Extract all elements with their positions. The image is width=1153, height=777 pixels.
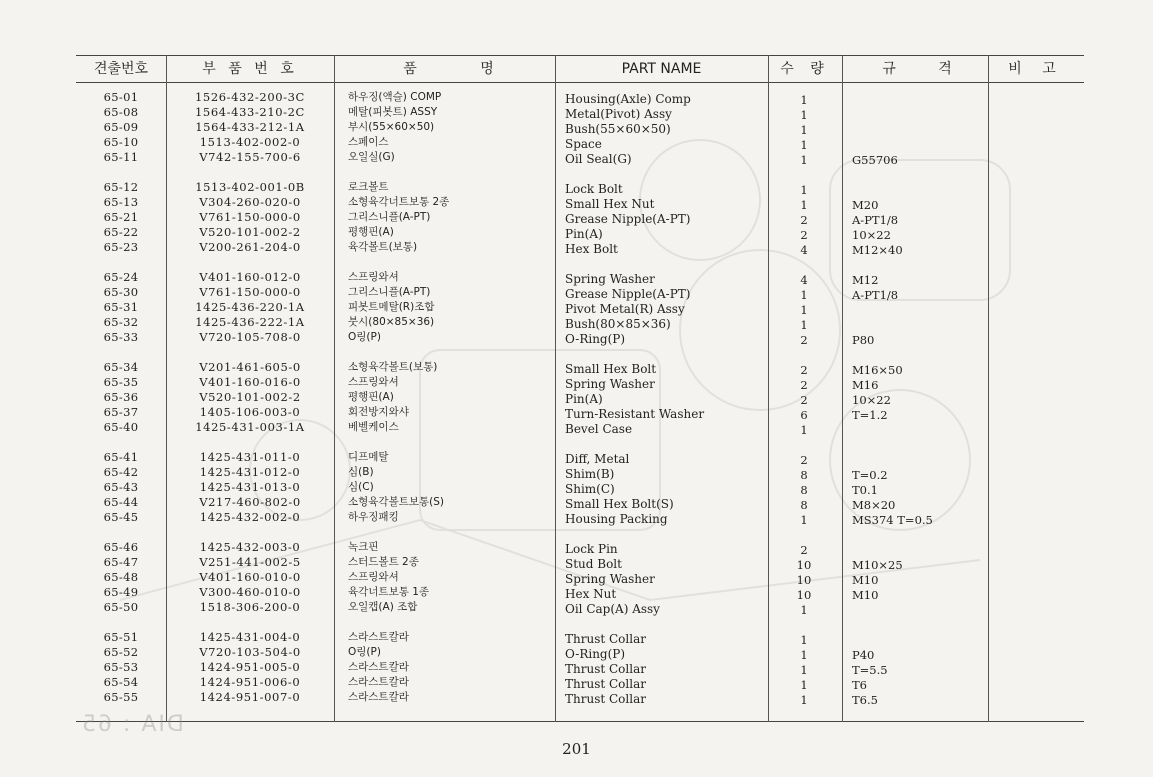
part-name-cell: Grease Nipple(A-PT) [565, 287, 691, 301]
quantity-cell: 6 [800, 408, 808, 422]
quantity-cell: 1 [800, 648, 808, 662]
part-name-cell: Bush(80×85×36) [565, 317, 671, 331]
part-name-cell: Spring Washer [565, 377, 655, 391]
col-divider [166, 55, 167, 722]
part-name-cell: Pin(A) [565, 392, 603, 406]
part-number-cell: 1425-432-003-0 [199, 540, 301, 554]
part-number-cell: V200-261-204-0 [199, 240, 301, 254]
korean-name-cell: 스프링와셔 [348, 376, 399, 388]
part-name-cell: Turn-Resistant Washer [565, 407, 705, 421]
spec-cell: M12×40 [852, 243, 903, 257]
part-number-cell: V401-160-010-0 [199, 570, 301, 584]
code-cell: 65-31 [103, 300, 139, 314]
spec-cell: 10×22 [852, 393, 891, 407]
header-spec-left: 규 [882, 61, 896, 77]
col-divider [334, 55, 335, 722]
code-cell: 65-22 [103, 225, 139, 239]
part-name-cell: Space [565, 137, 602, 151]
part-name-cell: Bevel Case [565, 422, 633, 436]
korean-name-cell: 그리스니플(A-PT) [348, 211, 431, 223]
part-number-cell: V251-441-002-5 [199, 555, 301, 569]
code-cell: 65-32 [103, 315, 139, 329]
part-number-cell: V304-260-020-0 [199, 195, 301, 209]
part-name-cell: Lock Pin [565, 542, 618, 556]
col-divider [555, 55, 556, 722]
korean-name-cell: 심(B) [348, 466, 374, 478]
part-number-cell: V720-105-708-0 [199, 330, 301, 344]
part-number-cell: 1564-433-210-2C [195, 105, 305, 119]
code-cell: 65-51 [103, 630, 139, 644]
quantity-cell: 1 [800, 318, 808, 332]
quantity-cell: 1 [800, 93, 808, 107]
korean-name-cell: 스라스트칼라 [348, 661, 409, 673]
korean-name-cell: 스프링와셔 [348, 571, 399, 583]
col-divider [842, 55, 843, 722]
quantity-cell: 2 [800, 453, 808, 467]
code-cell: 65-50 [103, 600, 139, 614]
header-part-name: PART NAME [621, 61, 702, 77]
quantity-cell: 2 [800, 363, 808, 377]
spec-cell: A-PT1/8 [852, 288, 899, 302]
spec-cell: M10 [852, 588, 879, 602]
code-cell: 65-54 [103, 675, 139, 689]
quantity-cell: 10 [796, 588, 812, 602]
code-cell: 65-08 [103, 105, 139, 119]
code-cell: 65-44 [103, 495, 139, 509]
spec-cell: 10×22 [852, 228, 891, 242]
korean-name-cell: 소형육각볼트보통(S) [348, 496, 445, 508]
korean-name-cell: 스라스트칼라 [348, 676, 409, 688]
part-number-cell: 1425-431-012-0 [199, 465, 301, 479]
korean-name-cell: 소형육각너트보통 2종 [348, 196, 450, 208]
part-name-cell: Hex Nut [565, 587, 617, 601]
part-name-cell: Diff, Metal [565, 452, 630, 466]
spec-cell: T=1.2 [852, 408, 888, 422]
part-name-cell: Hex Bolt [565, 242, 618, 256]
part-number-cell: V201-461-605-0 [199, 360, 301, 374]
part-name-cell: Metal(Pivot) Assy [565, 107, 672, 121]
part-number-cell: 1425-436-220-1A [195, 300, 305, 314]
quantity-cell: 1 [800, 288, 808, 302]
korean-name-cell: 스터드볼트 2종 [348, 556, 419, 568]
code-cell: 65-52 [103, 645, 139, 659]
part-name-cell: Thrust Collar [565, 677, 646, 691]
quantity-cell: 1 [800, 633, 808, 647]
korean-name-cell: 오일실(G) [348, 151, 395, 163]
header-korean-name-right: 명 [480, 61, 494, 77]
quantity-cell: 2 [800, 228, 808, 242]
part-name-cell: Thrust Collar [565, 632, 646, 646]
part-name-cell: Lock Bolt [565, 182, 623, 196]
quantity-cell: 1 [800, 183, 808, 197]
korean-name-cell: 하우징(액슬) COMP [348, 91, 442, 103]
part-number-cell: 1425-432-002-0 [199, 510, 301, 524]
korean-name-cell: 디프메탈 [348, 451, 389, 463]
part-number-cell: 1425-431-011-0 [199, 450, 301, 464]
code-cell: 65-11 [103, 150, 139, 164]
part-number-cell: V761-150-000-0 [199, 285, 301, 299]
quantity-cell: 1 [800, 693, 808, 707]
part-name-cell: Thrust Collar [565, 692, 646, 706]
code-cell: 65-46 [103, 540, 139, 554]
korean-name-cell: 스페이스 [348, 136, 389, 148]
part-name-cell: Bush(55×60×50) [565, 122, 671, 136]
quantity-cell: 1 [800, 153, 808, 167]
quantity-cell: 1 [800, 513, 808, 527]
col-divider [988, 55, 989, 722]
col-divider [768, 55, 769, 722]
quantity-cell: 8 [800, 483, 808, 497]
code-cell: 65-13 [103, 195, 139, 209]
part-number-cell: V217-460-802-0 [199, 495, 301, 509]
code-cell: 65-24 [103, 270, 139, 284]
code-cell: 65-37 [103, 405, 139, 419]
code-cell: 65-53 [103, 660, 139, 674]
korean-name-cell: 스라스트칼라 [348, 691, 409, 703]
spec-cell: T=5.5 [852, 663, 888, 677]
header-part-number: 부 품 번 호 [202, 61, 298, 77]
quantity-cell: 2 [800, 393, 808, 407]
code-cell: 65-43 [103, 480, 139, 494]
part-number-cell: 1513-402-002-0 [199, 135, 301, 149]
part-name-cell: Pin(A) [565, 227, 603, 241]
code-cell: 65-09 [103, 120, 139, 134]
bleed-through-text: DIA : 65 [80, 712, 184, 737]
korean-name-cell: 회전방지와샤 [348, 406, 409, 418]
quantity-cell: 1 [800, 303, 808, 317]
korean-name-cell: 오일캡(A) 조합 [348, 601, 418, 613]
spec-cell: A-PT1/8 [852, 213, 899, 227]
korean-name-cell: 스라스트칼라 [348, 631, 409, 643]
part-number-cell: V401-160-016-0 [199, 375, 301, 389]
part-number-cell: 1424-951-006-0 [199, 675, 301, 689]
part-name-cell: Thrust Collar [565, 662, 646, 676]
spec-cell: P80 [852, 333, 875, 347]
korean-name-cell: 메탈(피봇트) ASSY [348, 106, 438, 118]
spec-cell: T6.5 [852, 693, 878, 707]
quantity-cell: 8 [800, 468, 808, 482]
spec-cell: MS374 T=0.5 [852, 513, 933, 527]
code-cell: 65-23 [103, 240, 139, 254]
part-name-cell: Pivot Metal(R) Assy [565, 302, 685, 316]
korean-name-cell: 육각볼트(보통) [348, 241, 418, 253]
spec-cell: M12 [852, 273, 879, 287]
part-number-cell: 1425-431-004-0 [199, 630, 301, 644]
part-number-cell: V720-103-504-0 [199, 645, 301, 659]
part-name-cell: Spring Washer [565, 272, 655, 286]
korean-name-cell: 하우징패킹 [348, 511, 399, 523]
spec-cell: P40 [852, 648, 875, 662]
part-number-cell: V520-101-002-2 [199, 390, 301, 404]
part-number-cell: V761-150-000-0 [199, 210, 301, 224]
code-cell: 65-34 [103, 360, 139, 374]
part-name-cell: Oil Seal(G) [565, 152, 632, 166]
part-number-cell: 1424-951-005-0 [199, 660, 301, 674]
part-name-cell: Housing Packing [565, 512, 668, 526]
code-cell: 65-42 [103, 465, 139, 479]
part-name-cell: Grease Nipple(A-PT) [565, 212, 691, 226]
quantity-cell: 2 [800, 543, 808, 557]
spec-cell: M20 [852, 198, 879, 212]
part-number-cell: 1526-432-200-3C [195, 90, 305, 104]
korean-name-cell: 부시(55×60×50) [348, 121, 435, 133]
korean-name-cell: 평행핀(A) [348, 226, 394, 238]
part-number-cell: V300-460-010-0 [199, 585, 301, 599]
part-number-cell: 1425-436-222-1A [195, 315, 305, 329]
korean-name-cell: 육각너트보통 1종 [348, 586, 430, 598]
quantity-cell: 4 [800, 243, 808, 257]
korean-name-cell: 로크볼트 [348, 181, 389, 193]
part-name-cell: Spring Washer [565, 572, 655, 586]
quantity-cell: 1 [800, 423, 808, 437]
header-quantity: 수 량 [780, 61, 830, 77]
korean-name-cell: 심(C) [348, 481, 374, 493]
part-number-cell: V742-155-700-6 [199, 150, 301, 164]
code-cell: 65-40 [103, 420, 139, 434]
quantity-cell: 1 [800, 603, 808, 617]
part-name-cell: Housing(Axle) Comp [565, 92, 691, 106]
korean-name-cell: O링(P) [348, 646, 381, 658]
quantity-cell: 1 [800, 123, 808, 137]
part-name-cell: O-Ring(P) [565, 332, 626, 346]
quantity-cell: 4 [800, 273, 808, 287]
part-name-cell: Small Hex Bolt [565, 362, 657, 376]
part-name-cell: Shim(C) [565, 482, 615, 496]
code-cell: 65-48 [103, 570, 139, 584]
part-name-cell: Oil Cap(A) Assy [565, 602, 660, 616]
code-cell: 65-41 [103, 450, 139, 464]
part-name-cell: Shim(B) [565, 467, 615, 481]
code-cell: 65-47 [103, 555, 139, 569]
code-cell: 65-36 [103, 390, 139, 404]
quantity-cell: 8 [800, 498, 808, 512]
quantity-cell: 2 [800, 378, 808, 392]
quantity-cell: 1 [800, 138, 808, 152]
spec-cell: M10 [852, 573, 879, 587]
code-cell: 65-21 [103, 210, 139, 224]
header-bottom-border [76, 82, 1084, 83]
korean-name-cell: 스프링와셔 [348, 271, 399, 283]
code-cell: 65-45 [103, 510, 139, 524]
part-number-cell: 1518-306-200-0 [199, 600, 301, 614]
part-name-cell: O-Ring(P) [565, 647, 626, 661]
part-number-cell: 1425-431-013-0 [199, 480, 301, 494]
spec-cell: T=0.2 [852, 468, 888, 482]
spec-cell: M10×25 [852, 558, 903, 572]
part-number-cell: V520-101-002-2 [199, 225, 301, 239]
part-name-cell: Stud Bolt [565, 557, 622, 571]
spec-cell: T6 [852, 678, 867, 692]
table-bottom-border [76, 721, 1084, 722]
page-number: 201 [562, 740, 591, 758]
korean-name-cell: 소형육각볼트(보통) [348, 361, 438, 373]
code-cell: 65-33 [103, 330, 139, 344]
part-name-cell: Small Hex Bolt(S) [565, 497, 674, 511]
spec-cell: T0.1 [852, 483, 878, 497]
code-cell: 65-49 [103, 585, 139, 599]
spec-cell: M8×20 [852, 498, 896, 512]
korean-name-cell: 붓시(80×85×36) [348, 316, 435, 328]
quantity-cell: 1 [800, 198, 808, 212]
code-cell: 65-30 [103, 285, 139, 299]
quantity-cell: 1 [800, 663, 808, 677]
part-number-cell: 1513-402-001-0B [195, 180, 305, 194]
header-spec-right: 격 [938, 61, 952, 77]
code-cell: 65-55 [103, 690, 139, 704]
code-cell: 65-12 [103, 180, 139, 194]
quantity-cell: 1 [800, 678, 808, 692]
korean-name-cell: O링(P) [348, 331, 381, 343]
part-number-cell: 1405-106-003-0 [199, 405, 301, 419]
code-cell: 65-10 [103, 135, 139, 149]
part-name-cell: Small Hex Nut [565, 197, 655, 211]
code-cell: 65-35 [103, 375, 139, 389]
header-remarks: 비 고 [1008, 61, 1064, 77]
quantity-cell: 10 [796, 573, 812, 587]
part-number-cell: 1425-431-003-1A [195, 420, 305, 434]
code-cell: 65-01 [103, 90, 139, 104]
quantity-cell: 10 [796, 558, 812, 572]
spec-cell: G55706 [852, 153, 898, 167]
part-number-cell: 1424-951-007-0 [199, 690, 301, 704]
header-code: 견출번호 [93, 61, 149, 77]
korean-name-cell: 그리스니플(A-PT) [348, 286, 431, 298]
quantity-cell: 2 [800, 213, 808, 227]
korean-name-cell: 평행핀(A) [348, 391, 394, 403]
korean-name-cell: 피봇트메탈(R)조합 [348, 301, 435, 313]
spec-cell: M16×50 [852, 363, 903, 377]
part-number-cell: V401-160-012-0 [199, 270, 301, 284]
quantity-cell: 2 [800, 333, 808, 347]
spec-cell: M16 [852, 378, 879, 392]
quantity-cell: 1 [800, 108, 808, 122]
header-korean-name-left: 품 [403, 61, 417, 77]
korean-name-cell: 녹크핀 [348, 541, 379, 553]
part-number-cell: 1564-433-212-1A [195, 120, 305, 134]
korean-name-cell: 베벨케이스 [348, 421, 399, 433]
